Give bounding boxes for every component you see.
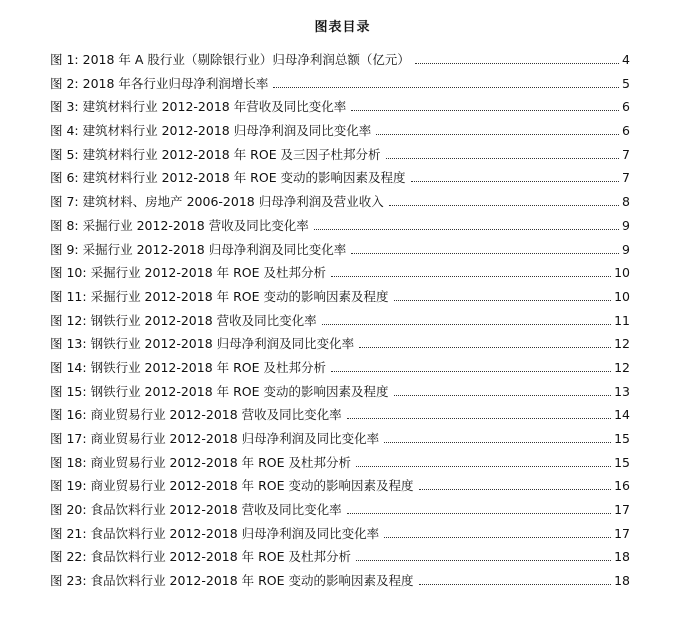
toc-entry[interactable] [50, 216, 630, 240]
toc-entry[interactable] [50, 192, 630, 216]
toc-entry[interactable] [50, 571, 630, 595]
toc-page-number: 15 [614, 431, 630, 446]
toc-dot-leader [331, 371, 611, 372]
toc-entry-label: 图 19: 商业贸易行业 2012-2018 年 ROE 变动的影响因素及程度 [50, 478, 414, 494]
toc-dot-leader [415, 63, 619, 64]
toc-page-number: 4 [622, 52, 630, 67]
toc-entry-label: 图 9: 采掘行业 2012-2018 归母净利润及同比变化率 [50, 241, 347, 257]
toc-entry-label: 图 12: 钢铁行业 2012-2018 营收及同比变化率 [50, 312, 317, 328]
toc-dot-leader [394, 300, 612, 301]
toc-page-number: 17 [614, 502, 630, 518]
toc-entry-label: 图 14: 钢铁行业 2012-2018 年 ROE 及杜邦分析 [50, 359, 327, 375]
toc-entry[interactable] [50, 476, 630, 500]
toc-dot-leader [347, 418, 611, 419]
toc-page-number: 18 [614, 573, 630, 589]
toc-dot-leader [356, 466, 611, 467]
toc-title: 图表目录 [314, 20, 371, 35]
toc-entry-label: 图 8: 采掘行业 2012-2018 营收及同比变化率 [50, 217, 309, 233]
toc-page-number: 8 [622, 194, 630, 210]
toc-page-number: 11 [614, 312, 630, 328]
toc-dot-leader [351, 253, 619, 254]
toc-entry[interactable] [50, 74, 630, 98]
toc-entry-label: 图 15: 钢铁行业 2012-2018 年 ROE 变动的影响因素及程度 [50, 383, 389, 399]
toc-dot-leader [384, 537, 611, 538]
toc-entry[interactable] [50, 168, 630, 192]
toc-entry-label: 图 23: 食品饮料行业 2012-2018 年 ROE 变动的影响因素及程度 [50, 573, 414, 589]
toc-entry[interactable] [50, 97, 630, 121]
toc-entry[interactable] [50, 405, 630, 429]
toc-entry[interactable] [50, 121, 630, 145]
toc-dot-leader [356, 560, 611, 561]
toc-list [50, 50, 630, 595]
toc-entry[interactable] [50, 358, 630, 382]
toc-page-number: 12 [614, 359, 630, 375]
toc-entry[interactable] [50, 50, 630, 74]
toc-entry-label: 图 13: 钢铁行业 2012-2018 归母净利润及同比变化率 [50, 336, 355, 352]
toc-entry[interactable] [50, 547, 630, 571]
toc-dot-leader [347, 513, 611, 514]
toc-dot-leader [314, 229, 619, 230]
toc-entry-label: 图 7: 建筑材料、房地产 2006-2018 归母净利润及营业收入 [50, 194, 384, 210]
toc-entry-label: 图 16: 商业贸易行业 2012-2018 营收及同比变化率 [50, 407, 342, 423]
toc-page-number: 12 [614, 336, 630, 352]
toc-entry[interactable] [50, 382, 630, 406]
toc-entry-label: 图 5: 建筑材料行业 2012-2018 年 ROE 及三因子杜邦分析 [50, 146, 381, 162]
toc-dot-leader [389, 205, 619, 206]
toc-entry-label: 图 6: 建筑材料行业 2012-2018 年 ROE 变动的影响因素及程度 [50, 170, 406, 186]
toc-entry-label: 图 20: 食品饮料行业 2012-2018 营收及同比变化率 [50, 502, 342, 518]
toc-dot-leader [351, 110, 619, 111]
toc-entry[interactable] [50, 524, 630, 548]
toc-entry[interactable] [50, 145, 630, 169]
toc-page-number: 5 [622, 75, 630, 91]
toc-page-number: 10 [614, 288, 630, 304]
toc-entry-label: 图 18: 商业贸易行业 2012-2018 年 ROE 及杜邦分析 [50, 454, 352, 470]
toc-entry-label: 图 11: 采掘行业 2012-2018 年 ROE 变动的影响因素及程度 [50, 288, 389, 304]
toc-page-number: 6 [622, 123, 630, 139]
toc-page-number: 7 [622, 146, 630, 162]
toc-entry-label: 图 21: 食品饮料行业 2012-2018 归母净利润及同比变化率 [50, 525, 380, 541]
toc-entry-label: 图 1: 2018 年 A 股行业（剔除银行业）归母净利润总额（亿元） [50, 52, 410, 67]
toc-dot-leader [376, 134, 619, 135]
toc-entry-label: 图 22: 食品饮料行业 2012-2018 年 ROE 及杜邦分析 [50, 549, 352, 565]
toc-entry[interactable] [50, 429, 630, 453]
toc-dot-leader [359, 347, 611, 348]
toc-entry[interactable] [50, 240, 630, 264]
toc-entry[interactable] [50, 311, 630, 335]
toc-entry-label: 图 2: 2018 年各行业归母净利润增长率 [50, 75, 269, 91]
toc-page-number: 7 [622, 170, 630, 186]
toc-entry[interactable] [50, 334, 630, 358]
toc-page-number: 15 [614, 454, 630, 470]
toc-entry[interactable] [50, 287, 630, 311]
toc-dot-leader [322, 324, 611, 325]
toc-entry-label: 图 4: 建筑材料行业 2012-2018 归母净利润及同比变化率 [50, 123, 372, 139]
toc-entry-label: 图 17: 商业贸易行业 2012-2018 归母净利润及同比变化率 [50, 431, 380, 446]
toc-dot-leader [419, 489, 612, 490]
toc-entry[interactable] [50, 453, 630, 477]
toc-entry[interactable] [50, 500, 630, 524]
toc-page-number: 9 [622, 217, 630, 233]
toc-page-number: 17 [614, 525, 630, 541]
toc-entry-label: 图 3: 建筑材料行业 2012-2018 年营收及同比变化率 [50, 99, 347, 115]
toc-page-number: 10 [614, 265, 630, 281]
toc-page-number: 18 [614, 549, 630, 565]
toc-page-number: 14 [614, 407, 630, 423]
toc-dot-leader [411, 181, 619, 182]
toc-entry-label: 图 10: 采掘行业 2012-2018 年 ROE 及杜邦分析 [50, 265, 327, 281]
toc-dot-leader [331, 276, 611, 277]
toc-dot-leader [419, 584, 612, 585]
toc-page-number: 9 [622, 241, 630, 257]
toc-page-number: 6 [622, 99, 630, 115]
toc-dot-leader [394, 395, 612, 396]
toc-page-number: 13 [614, 383, 630, 399]
toc-dot-leader [273, 87, 619, 88]
toc-dot-leader [384, 442, 611, 443]
toc-page-number: 16 [614, 478, 630, 494]
toc-dot-leader [386, 158, 619, 159]
toc-entry[interactable] [50, 263, 630, 287]
